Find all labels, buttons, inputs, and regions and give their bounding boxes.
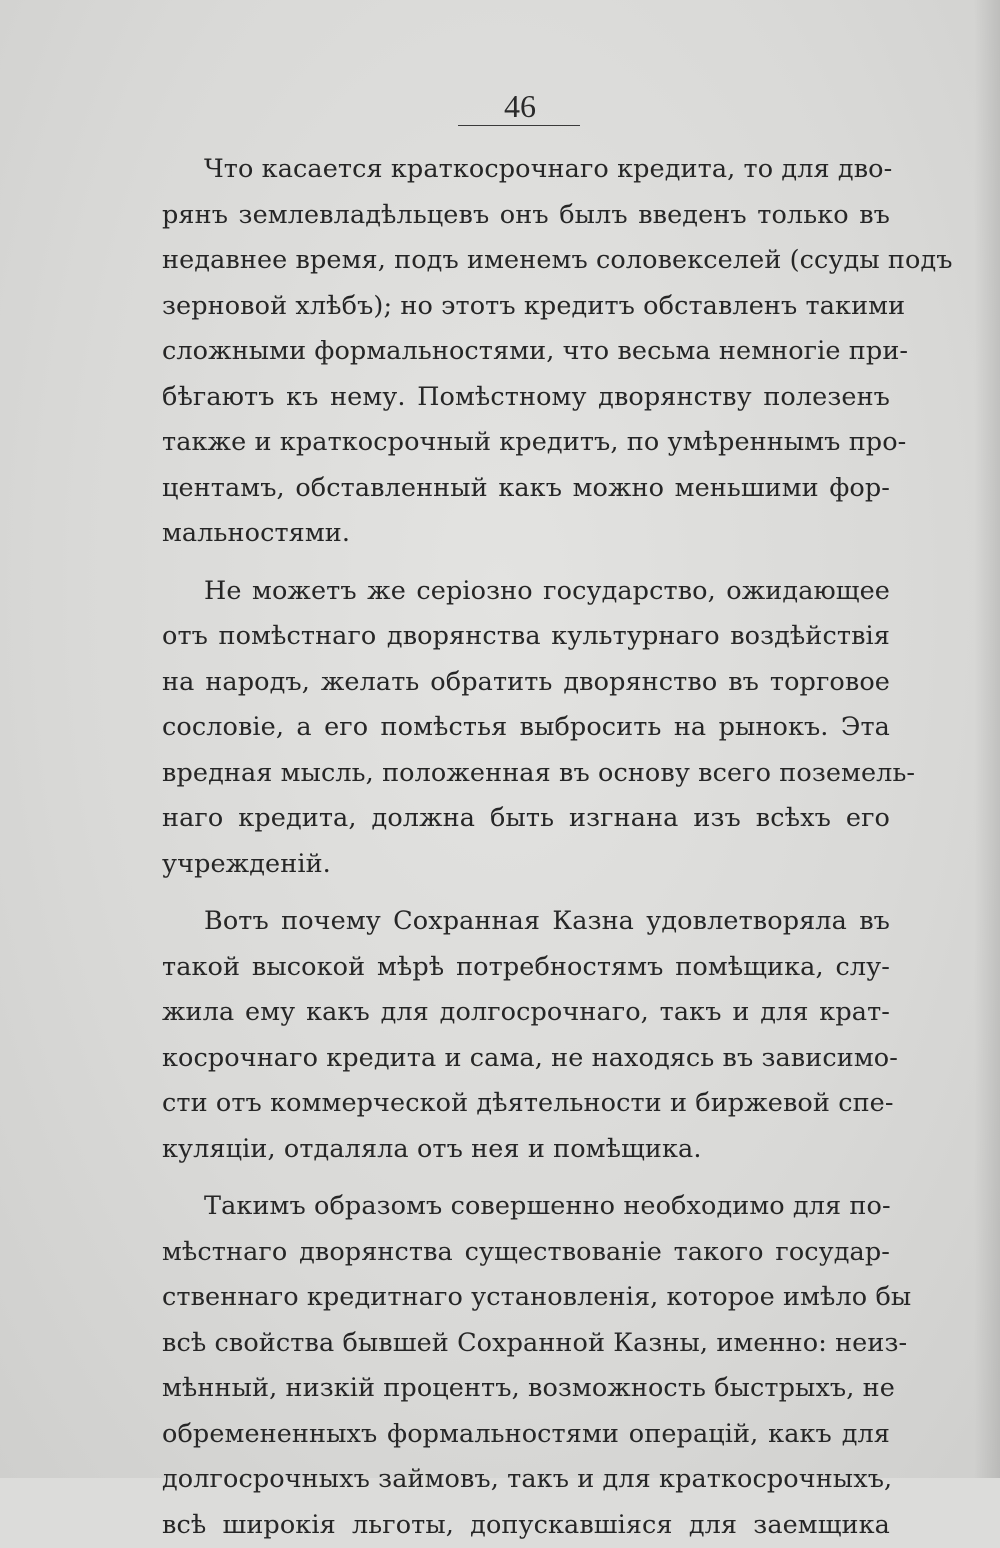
text-line: сословіе, а его помѣстья выбросить на рынокъ. Эта xyxy=(162,705,890,751)
paragraph-4 xyxy=(162,1184,890,1548)
page-number: 46 xyxy=(460,86,580,126)
paragraph-1 xyxy=(162,147,890,557)
text-line: также и краткосрочный кредитъ, по умѣреннымъ про- xyxy=(162,420,890,466)
header-rule xyxy=(458,125,580,126)
text-line: наго кредита, должна быть изгнана изъ всѣхъ его xyxy=(162,796,890,842)
text-line: ственнаго кредитнаго установленія, которое имѣло бы xyxy=(162,1275,890,1321)
text-line: центамъ, обставленный какъ можно меньшими фор- xyxy=(162,466,890,512)
text-line: Вотъ почему Сохранная Казна удовлетворяла въ xyxy=(162,899,890,945)
text-line: Такимъ образомъ совершенно необходимо для по- xyxy=(162,1184,890,1230)
text-line: долгосрочныхъ займовъ, такъ и для краткосрочныхъ, xyxy=(162,1457,890,1503)
page-edge-shadow xyxy=(974,0,1000,1478)
text-line: мальностями. xyxy=(162,511,890,557)
text-line: Не можетъ же серіозно государство, ожидающее xyxy=(162,569,890,615)
text-line: недавнее время, подъ именемъ соловекселей (ссуды подъ xyxy=(162,238,890,284)
text-line: сти отъ коммерческой дѣятельности и биржевой спе- xyxy=(162,1081,890,1127)
body-text xyxy=(162,147,890,1548)
text-line: отъ помѣстнаго дворянства культурнаго воздѣйствія xyxy=(162,614,890,660)
text-line: сложными формальностями, что весьма немногіе при- xyxy=(162,329,890,375)
text-line: вредная мысль, положенная въ основу всего поземель- xyxy=(162,751,890,797)
text-line: мѣстнаго дворянства существованіе такого государ- xyxy=(162,1230,890,1276)
text-line: обремененныхъ формальностями операцій, какъ для xyxy=(162,1412,890,1458)
text-line: куляціи, отдаляла отъ нея и помѣщика. xyxy=(162,1127,890,1173)
text-line: бѣгаютъ къ нему. Помѣстному дворянству полезенъ xyxy=(162,375,890,421)
paragraph-3 xyxy=(162,899,890,1172)
text-line: Что касается краткосрочнаго кредита, то для дво- xyxy=(162,147,890,193)
paragraph-2 xyxy=(162,569,890,888)
text-line: рянъ землевладѣльцевъ онъ былъ введенъ только въ xyxy=(162,193,890,239)
text-line: мѣнный, низкій процентъ, возможность быстрыхъ, не xyxy=(162,1366,890,1412)
text-line: учрежденій. xyxy=(162,842,890,888)
text-line: зерновой хлѣбъ); но этотъ кредитъ обставленъ такими xyxy=(162,284,890,330)
text-line: жила ему какъ для долгосрочнаго, такъ и для крат- xyxy=(162,990,890,1036)
text-line: всѣ свойства бывшей Сохранной Казны, именно: неиз- xyxy=(162,1321,890,1367)
text-line: косрочнаго кредита и сама, не находясь въ зависимо- xyxy=(162,1036,890,1082)
text-line: на народъ, желать обратить дворянство въ торговое xyxy=(162,660,890,706)
text-line: всѣ широкія льготы, допускавшіяся для заемщика xyxy=(162,1503,890,1548)
text-line: такой высокой мѣрѣ потребностямъ помѣщика, слу- xyxy=(162,945,890,991)
